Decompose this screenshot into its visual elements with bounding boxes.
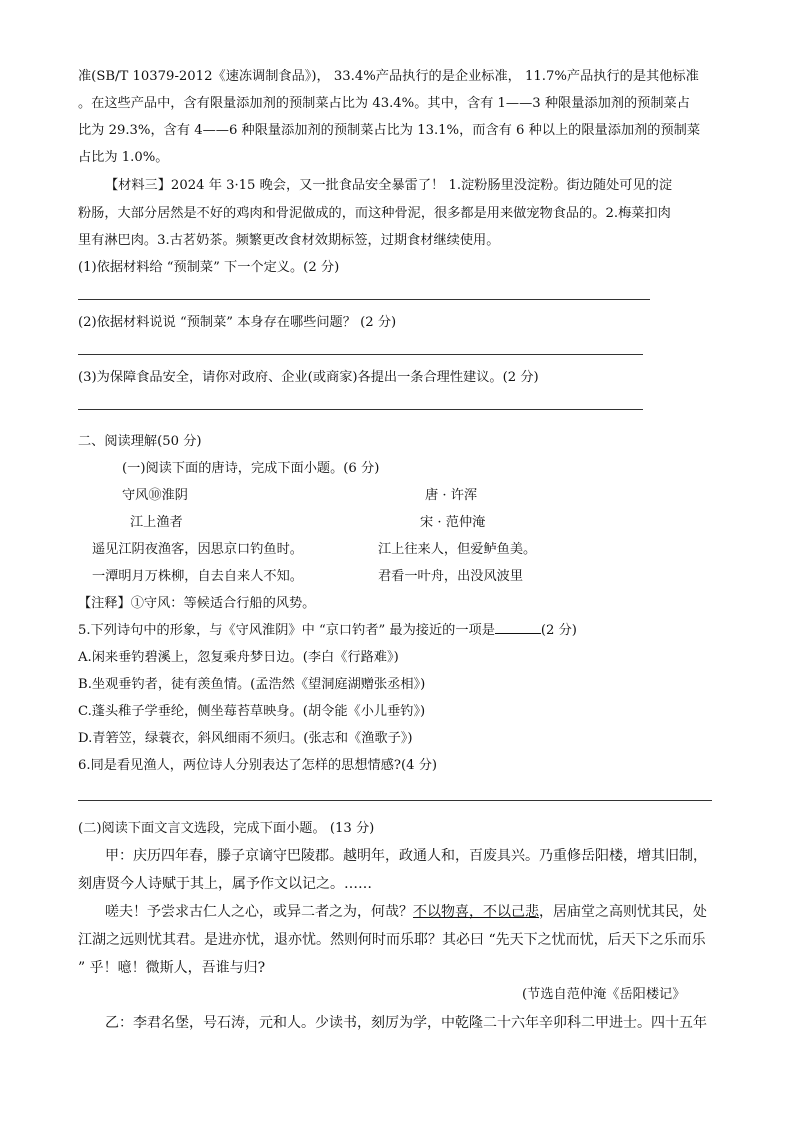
question-6: 6.同是看见渔人，两位诗人分别表达了怎样的思想情感?(4 分) bbox=[78, 758, 438, 773]
passage-jia-line-0: 甲：庆历四年春，滕子京谪守巴陵郡。越明年，政通人和，百废具兴。乃重修岳阳楼，增其旧制， bbox=[105, 848, 707, 864]
option-c: C.蓬头稚子学垂纶，侧坐莓苔草映身。(胡令能《小儿垂钓》) bbox=[78, 704, 426, 719]
p1-line-3: 占比为 1.0%。 bbox=[78, 150, 169, 165]
passage-yi-line-0: 乙：李君名堡，号石涛，元和人。少读书，刻厉为学，中乾隆二十六年辛卯科二甲进士。四十五年 bbox=[105, 1015, 707, 1031]
question-5-score: (2 分) bbox=[540, 623, 577, 638]
passage-jia-part-b: ，居庙堂之高则忧其民，处 bbox=[539, 904, 707, 920]
answer-line-2[interactable] bbox=[78, 354, 643, 355]
passage-jia-line-3: 江湖之远则忧其君。是进亦忧，退亦忧。然则何时而乐耶？其必曰 “先天下之忧而忧，后天下之乐而乐 bbox=[78, 932, 706, 948]
subsection-2-heading: (二)阅读下面文言文选段，完成下面小题。 (13 分) bbox=[78, 821, 375, 836]
poem-note: 【注释】①守风：等候适合行船的风势。 bbox=[78, 596, 316, 611]
option-b: B.坐观垂钓者，徒有羡鱼情。(孟浩然《望洞庭湖赠张丞相》) bbox=[78, 677, 426, 692]
question-2: (2)依据材料说说 “预制菜” 本身存在哪些问题？ (2 分) bbox=[78, 315, 397, 330]
passage-jia-line-2 bbox=[105, 902, 707, 922]
underlined-sentence: 不以物喜，不以己悲 bbox=[413, 904, 539, 920]
option-d: D.青箬笠，绿蓑衣，斜风细雨不须归。(张志和《渔歌子》) bbox=[78, 731, 413, 746]
material3-line-0: 【材料三】2024 年 3·15 晚会，又一批食品安全暴雷了！ 1.淀粉肠里没淀粉。街边随处可见的淀 bbox=[105, 178, 673, 193]
poem-1-line-2: 一潭明月万株柳，自去自来人不知。 bbox=[92, 569, 303, 584]
option-a: A.闲来垂钓碧溪上，忽复乘舟梦日边。(李白《行路难》) bbox=[78, 650, 399, 665]
poem-1-author: 唐 · 许浑 bbox=[425, 488, 478, 503]
question-5 bbox=[78, 621, 577, 641]
question-1: (1)依据材料给 “预制菜” 下一个定义。(2 分) bbox=[78, 260, 340, 275]
subsection-1-heading: (一)阅读下面的唐诗，完成下面小题。(6 分) bbox=[122, 461, 380, 476]
question-5-stem: 5.下列诗句中的形象，与《守风淮阴》中 “京口钓者” 最为接近的一项是 bbox=[78, 623, 495, 638]
passage-jia-line-4: ” 乎！噫！微斯人，吾谁与归? bbox=[78, 960, 266, 976]
p1-line-1: 。在这些产品中，含有限量添加剂的预制菜占比为 43.4%。其中，含有 1——3 种限量添加剂的预制菜占 bbox=[78, 96, 690, 111]
passage-source: (节选自范仲淹《岳阳楼记》 bbox=[522, 987, 686, 1002]
poem-1-title: 守风⑩淮阴 bbox=[122, 488, 188, 503]
p1-line-0: 准(SB/T 10379-2012《速冻调制食品》)， 33.4%产品执行的是企业标准， 11.7%产品执行的是其他标准 bbox=[78, 69, 699, 84]
poem-1-line-1: 遥见江阴夜渔客，因思京口钓鱼时。 bbox=[92, 542, 303, 557]
question-3: (3)为保障食品安全，请你对政府、企业(或商家)各提出一条合理性建议。(2 分) bbox=[78, 370, 539, 385]
passage-jia-line-1: 刻唐贤今人诗赋于其上，属予作文以记之。…… bbox=[78, 876, 372, 892]
poem-2-line-2: 君看一叶舟，出没风波里 bbox=[378, 569, 524, 584]
section-2-heading: 二、阅读理解(50 分) bbox=[78, 434, 202, 449]
answer-line-1[interactable] bbox=[78, 299, 650, 300]
material3-line-1: 粉肠，大部分居然是不好的鸡肉和骨泥做成的，而这种骨泥，很多都是用来做宠物食品的。2.梅菜扣肉 bbox=[78, 206, 671, 221]
answer-line-6[interactable] bbox=[78, 800, 712, 801]
poem-2-title: 江上渔者 bbox=[130, 515, 183, 530]
p1-line-2: 比为 29.3%，含有 4——6 种限量添加剂的预制菜占比为 13.1%，而含有 6 种以上的限量添加剂的预制菜 bbox=[78, 123, 701, 138]
passage-jia-part-a: 嗟夫！予尝求古仁人之心，或异二者之为，何哉？ bbox=[105, 904, 413, 920]
material3-line-2: 里有淋巴肉。3.古茗奶茶。频繁更改食材效期标签，过期食材继续使用。 bbox=[78, 233, 500, 248]
question-5-blank[interactable] bbox=[495, 621, 541, 634]
poem-2-line-1: 江上往来人，但爱鲈鱼美。 bbox=[378, 542, 537, 557]
poem-2-author: 宋 · 范仲淹 bbox=[420, 515, 486, 530]
answer-line-3[interactable] bbox=[78, 409, 643, 410]
